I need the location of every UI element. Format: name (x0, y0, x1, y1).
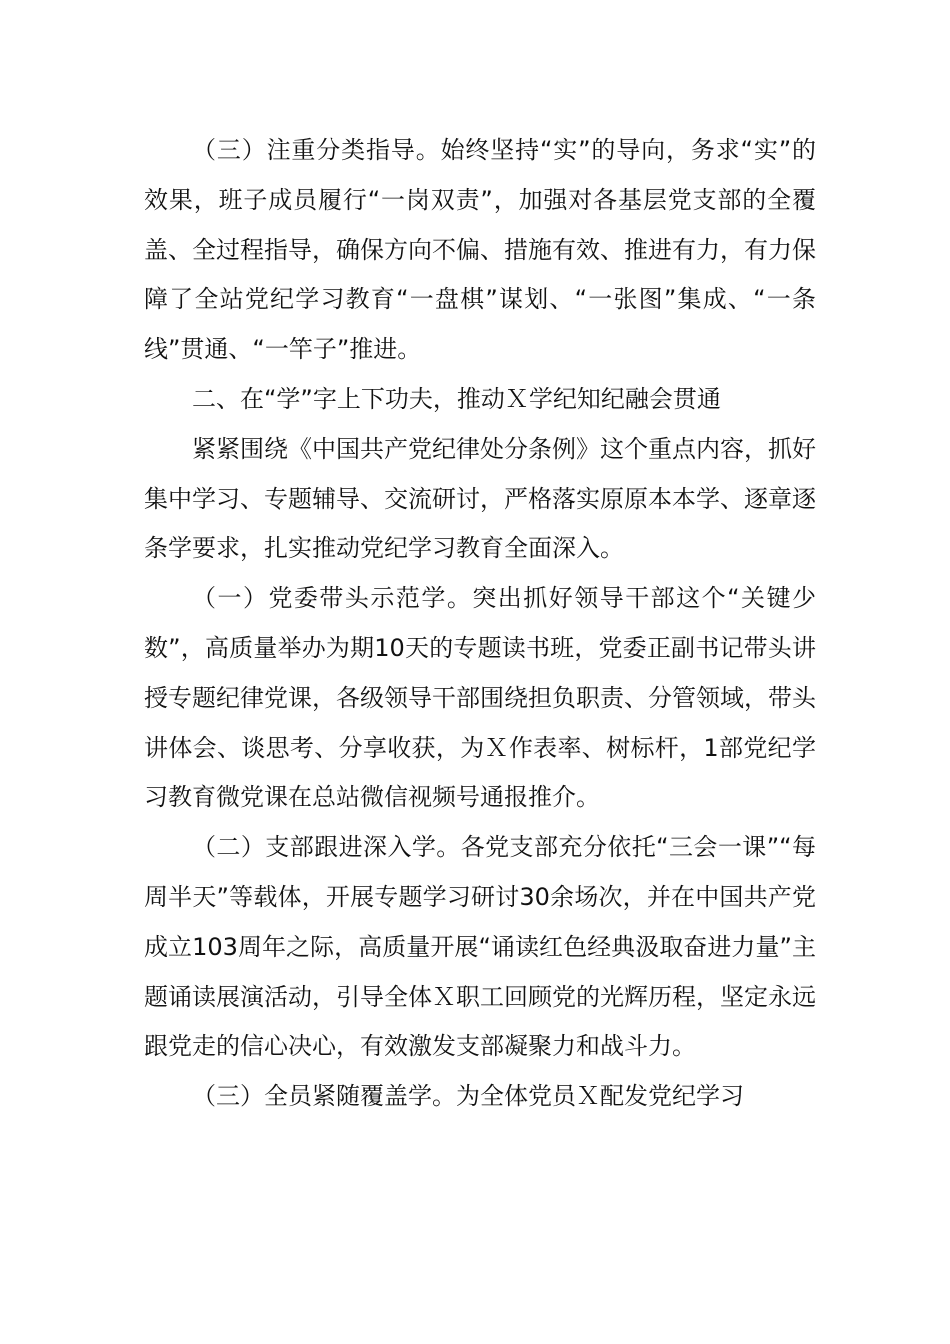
paragraph-branch-study: （二）支部跟进深入学。各党支部充分依托“三会一课”“每周半天”等载体，开展专题学习研讨30余场次，并在中国共产党成立103周年之际，高质量开展“诵读红色经典汲取奋进力量”主题诵读展演活动，引导全体Ｘ职工回顾党的光辉历程，坚定永远跟党走的信心决心，有效激发支部凝聚力和战斗力。 (144, 833, 816, 1061)
paragraph-intro-study: 紧紧围绕《中国共产党纪律处分条例》这个重点内容，抓好集中学习、专题辅导、交流研讨，严格落实原原本本学、逐章逐条学要求，扎实推动党纪学习教育全面深入。 (144, 434, 816, 563)
document-body (144, 126, 816, 1122)
section-heading-study: 二、在“学”字上下功夫，推动Ｘ学纪知纪融会贯通 (192, 384, 721, 413)
paragraph-party-committee: （一）党委带头示范学。突出抓好领导干部这个“关键少数”，高质量举办为期10天的专题读书班，党委正副书记带头讲授专题纪律党课，各级领导干部围绕担负职责、分管领域，带头讲体会、谈思考、分享收获，为Ｘ作表率、树标杆，1部党纪学习教育微党课在总站微信视频号通报推介。 (144, 584, 816, 812)
paragraph-guidance: （三）注重分类指导。始终坚持“实”的导向，务求“实”的效果，班子成员履行“一岗双责”，加强对各基层党支部的全覆盖、全过程指导，确保方向不偏、措施有效、推进有力，有力保障了全站党纪学习教育“一盘棋”谋划、“一张图”集成、“一条线”贯通、“一竿子”推进。 (144, 136, 816, 364)
paragraph-all-members: （三）全员紧随覆盖学。为全体党员Ｘ配发党纪学习 (192, 1082, 744, 1111)
